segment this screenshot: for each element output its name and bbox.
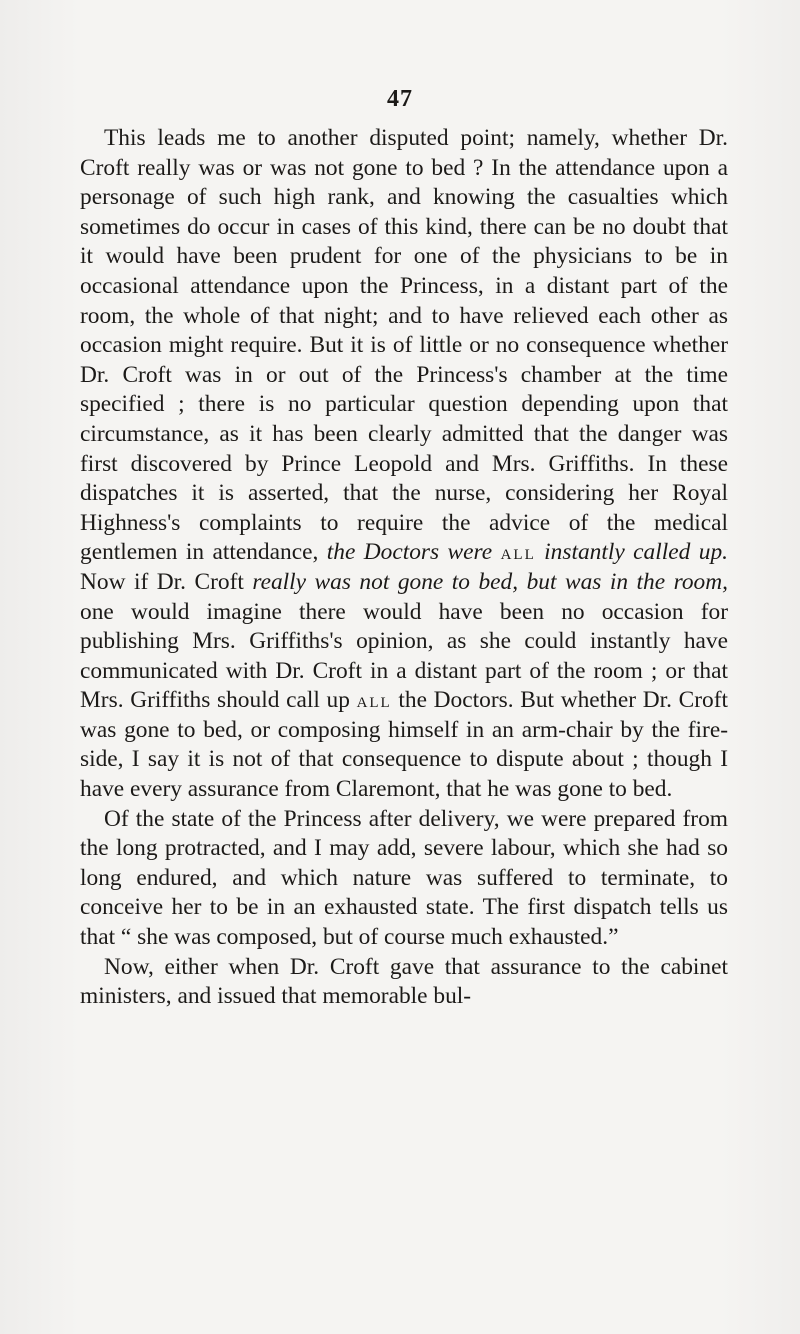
text-run: one would imagine there would have been no occasion for publishing Mrs. Griffiths's opinion, as she could instantly have communicated with Dr. Croft in a distant part of the room ; or that Mrs. Griffiths should call up [80,598,728,714]
paragraph [80,124,728,805]
italic-run: the Doctors were [326,539,501,566]
text-run: This leads me to another disputed point; namely, whether Dr. Croft really was or was not gone to bed ? In the attendance upon a personage of such high rank, and knowing the casualties which sometimes do occur in cases of this kind, there can be no doubt that it would have been prudent for one of the physicians to be in occasional attendance upon the Princess, in a distant part of the room, the whole of that night; and to have relieved each other as occasion might require. But it is of little or no consequence whether Dr. Croft was in or out of the Princess's chamber at the time specified ; there is no particular question depending upon that circumstance, as it has been clearly admitted that the danger was first discovered by Prince Leopold and Mrs. Griffiths. In these dispatches it is asserted, that the nurse, considering her Royal Highness's complaints to require the advice of the medical gentlemen in attendance, [80,125,728,566]
text-run: Of the state of the Princess after delivery, we were prepared from the long protracted, and I may add, severe labour, which she had so long endured, and which nature was suffered to terminate, to conceive her to be in an exhausted state. The first dispatch tells us that “ she was composed, but of course much exhausted.” [80,805,728,951]
italic-run: instantly called up. [535,539,728,566]
paragraph [80,953,728,1012]
small-caps-run: all [500,540,536,565]
body-text [80,124,728,1012]
italic-run: really was not gone to bed, but was in the room, [252,568,728,595]
small-caps-run: all [356,688,392,713]
text-run: Now, either when Dr. Croft gave that assurance to the cabinet ministers, and issued that memorable bul- [80,953,728,1010]
text-run: the Doctors. But whether Dr. Croft was gone to bed, or composing himself in an arm-chair by the fire-side, I say it is not of that consequence to dispute about ; though I have every assurance from Claremont, that he was gone to bed. [80,687,728,803]
text-run: Now if Dr. Croft [80,568,253,595]
paragraph [80,805,728,953]
page-number: 47 [387,86,413,112]
